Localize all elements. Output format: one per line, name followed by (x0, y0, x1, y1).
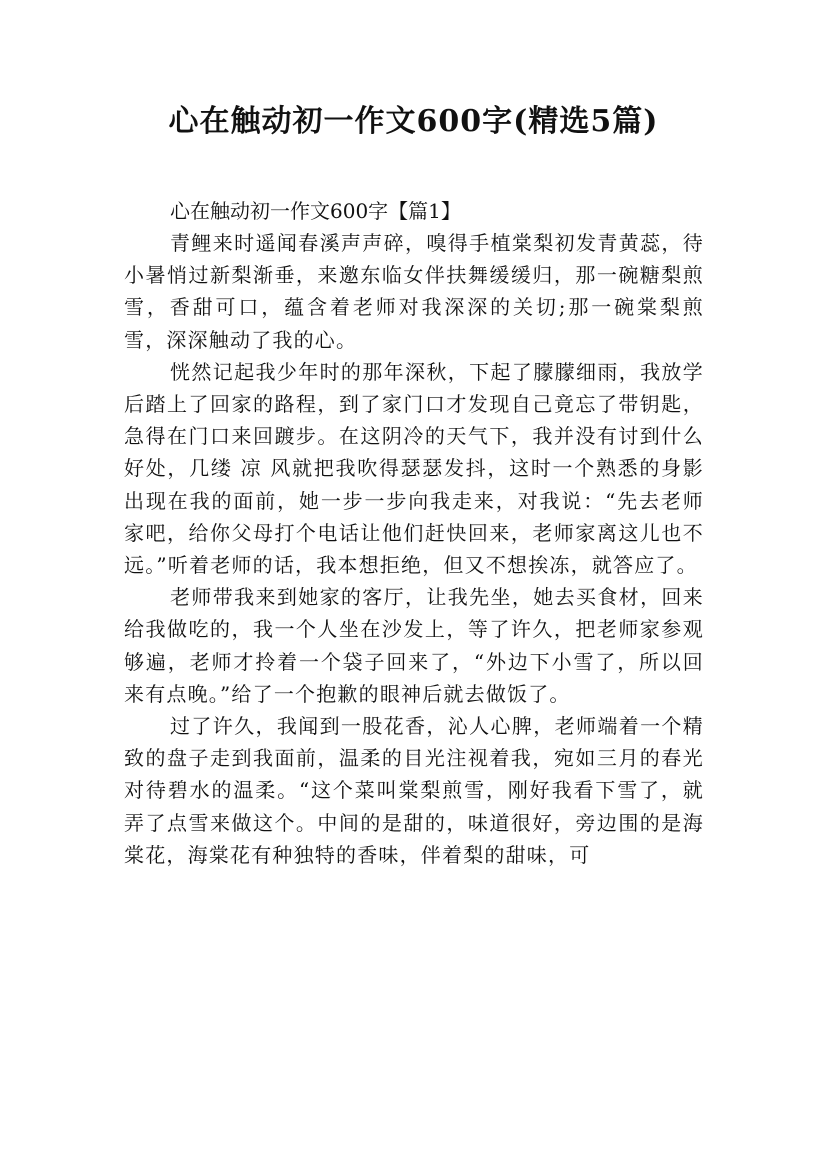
document-title: 心在触动初一作文600字(精选5篇) (168, 104, 659, 139)
paragraph-1: 青鲤来时遥闻春溪声声碎，嗅得手植棠梨初发青黄蕊，待小暑悄过新梨渐垂，来邀东临女伴扶舞缓缓归，那一碗糖梨煎雪，香甜可口，蕴含着老师对我深深的关切;那一碗棠梨煎雪，深深触动了我的心。 (124, 231, 704, 352)
paragraph-4: 过了许久，我闻到一股花香，沁人心脾，老师端着一个精致的盘子走到我面前，温柔的目光注视着我，宛如三月的春光对待碧水的温柔。“这个菜叫棠梨煎雪，刚好我看下雪了，就弄了点雪来做这个。中间的是甜的，味道很好，旁边围的是海棠花，海棠花有种独特的香味，伴着梨的甜味，可 (124, 714, 704, 867)
paragraph-3: 老师带我来到她家的客厅，让我先坐，她去买食材，回来给我做吃的，我一个人坐在沙发上，等了许久，把老师家参观够遍，老师才拎着一个袋子回来了，“外边下小雪了，所以回来有点晚。”给了一个抱歉的眼神后就去做饭了。 (124, 585, 704, 706)
section-heading: 心在触动初一作文600字【篇1】 (170, 199, 461, 223)
document-body (124, 195, 704, 871)
paragraph-2: 恍然记起我少年时的那年深秋，下起了朦朦细雨，我放学后踏上了回家的路程，到了家门口才发现自己竟忘了带钥匙，急得在门口来回踱步。在这阴冷的天气下，我并没有讨到什么好处，几缕 凉 风就把我吹得瑟瑟发抖，这时一个熟悉的身影出现在我的面前，她一步一步向我走来，对我说：“先去老师家吧，给你父母打个电话让他们赶快回来，老师家离这儿也不远。”听着老师的话，我本想拒绝，但又不想挨冻，就答应了。 (124, 359, 704, 578)
